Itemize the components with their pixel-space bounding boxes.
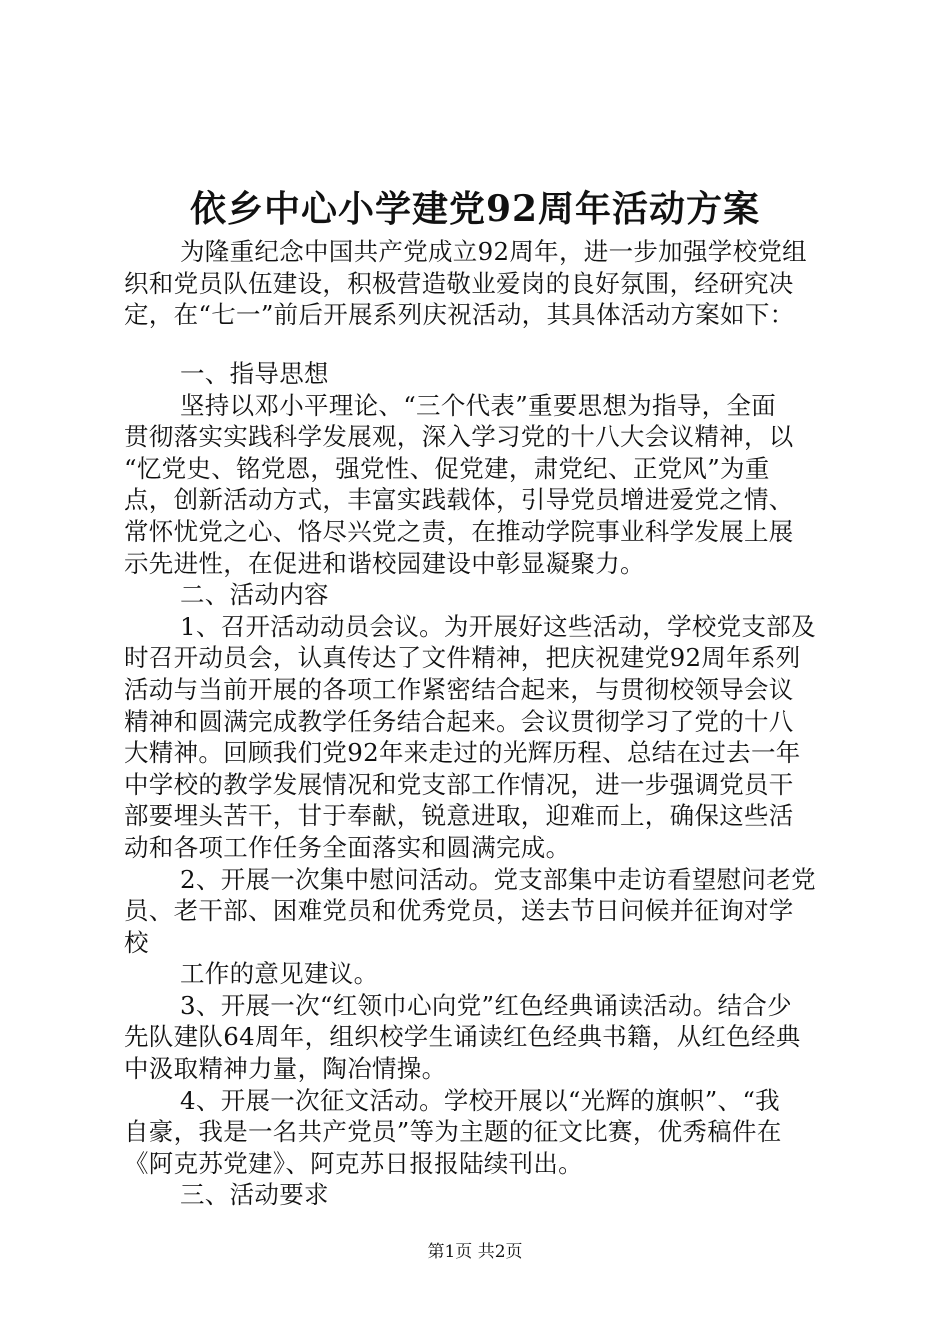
text-line: 自豪，我是一名共产党员”等为主题的征文比赛，优秀稿件在: [124, 1117, 782, 1147]
text-line: 织和党员队伍建设，积极营造敬业爱岗的良好氛围，经研究决: [124, 268, 794, 298]
page-footer: 第1页 共2页: [427, 1242, 523, 1262]
text-line: 坚持以邓小平理论、“三个代表”重要思想为指导，全面: [180, 390, 777, 420]
text-line: 4、开展一次征文活动。学校开展以“光辉的旗帜”、“我: [180, 1085, 780, 1115]
text-line: 中汲取精神力量，陶冶情操。: [124, 1054, 447, 1084]
body-sections: [124, 358, 836, 1211]
section-heading-guiding-ideology: 一、指导思想: [180, 359, 329, 388]
text-line: 常怀忧党之心、恪尽兴党之责，在推动学院事业科学发展上展: [124, 516, 794, 546]
text-line: 部要埋头苦干，甘于奉献，锐意进取，迎难而上，确保这些活: [124, 801, 794, 831]
text-line: 时召开动员会，认真传达了文件精神，把庆祝建党92周年系列: [124, 643, 801, 673]
text-line: 精神和圆满完成教学任务结合起来。会议贯彻学习了党的十八: [124, 706, 794, 736]
text-line: 1、召开活动动员会议。为开展好这些活动，学校党支部及: [180, 611, 816, 641]
text-line: 为隆重纪念中国共产党成立92周年，进一步加强学校党组: [180, 237, 807, 266]
text-line: 中学校的教学发展情况和党支部工作情况，进一步强调党员干: [124, 769, 794, 799]
text-line: 校: [124, 927, 149, 957]
section-heading-activity-requirements: 三、活动要求: [180, 1180, 329, 1210]
text-line: 2、开展一次集中慰问活动。党支部集中走访看望慰问老党: [180, 864, 816, 894]
text-line: 工作的意见建议。: [180, 959, 379, 989]
text-line: 点，创新活动方式，丰富实践载体，引导党员增进爱党之情、: [124, 485, 794, 515]
text-line: 大精神。回顾我们党92年来走过的光辉历程、总结在过去一年: [124, 738, 801, 768]
text-line: 贯彻落实实践科学发展观，深入学习党的十八大会议精神，以: [124, 422, 794, 452]
document-title: 依乡中心小学建党92周年活动方案: [189, 188, 761, 230]
text-line: 3、开展一次“红领巾心向党”红色经典诵读活动。结合少: [180, 990, 792, 1020]
text-line: 示先进性，在促进和谐校园建设中彰显凝聚力。: [124, 548, 645, 578]
text-line: 定，在“七一”前后开展系列庆祝活动，其具体活动方案如下：: [124, 300, 795, 330]
intro-paragraph: [124, 236, 836, 331]
text-line: 《阿克苏党建》、阿克苏日报报陆续刊出。: [124, 1148, 583, 1178]
text-line: 员、老干部、困难党员和优秀党员，送去节日问候并征询对学: [124, 896, 794, 926]
section-heading-activity-content: 二、活动内容: [180, 580, 329, 610]
text-line: 动和各项工作任务全面落实和圆满完成。: [124, 832, 571, 862]
text-line: “忆党史、铭党恩，强党性、促党建，肃党纪、正党风”为重: [124, 453, 770, 483]
text-line: 先队建队64周年，组织校学生诵读红色经典书籍，从红色经典: [124, 1022, 801, 1052]
text-line: 活动与当前开展的各项工作紧密结合起来，与贯彻校领导会议: [124, 674, 794, 704]
